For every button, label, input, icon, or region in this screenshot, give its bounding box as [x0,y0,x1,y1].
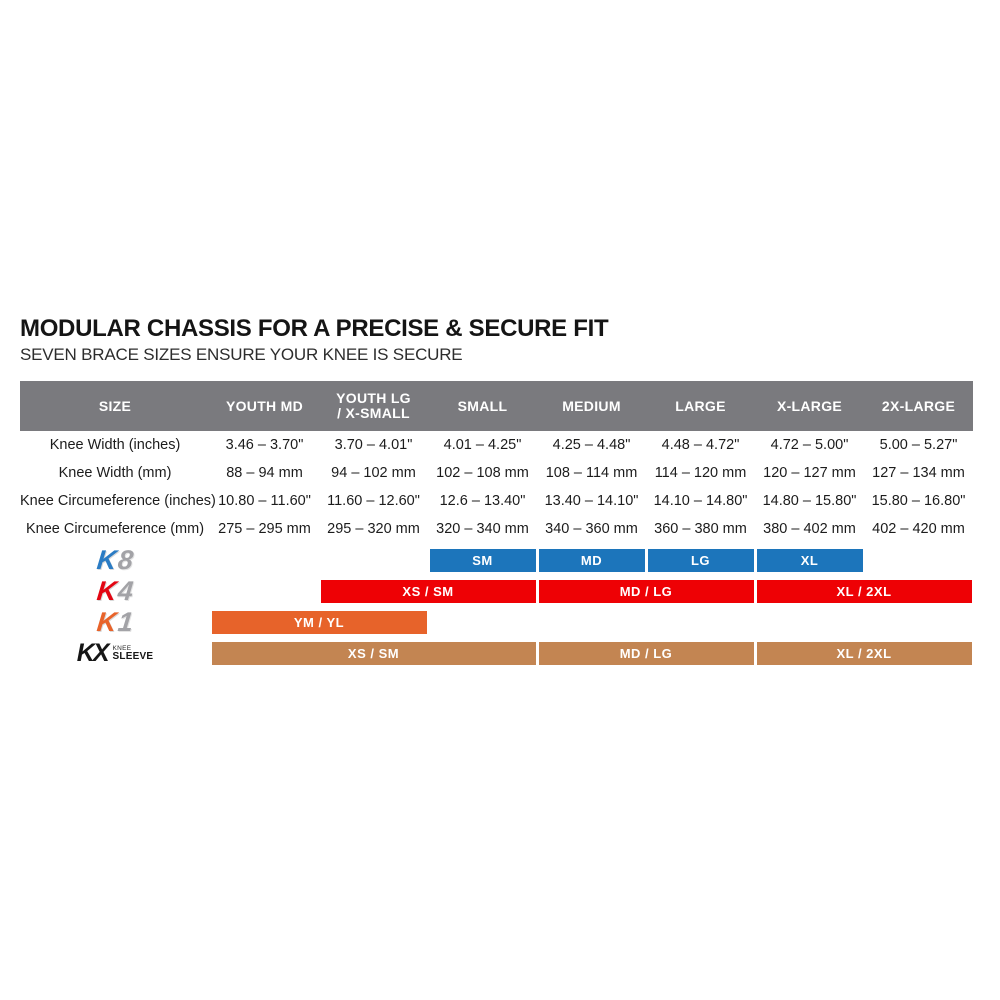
cell-value: 5.00 – 5.27" [879,437,958,453]
column-header-line: YOUTH MD [225,397,304,414]
logo-sub-sleeve: SLEEVE [112,651,154,662]
column-header [20,399,210,414]
cell-value: 88 – 94 mm [226,465,303,481]
cell-value: 10.80 – 11.60" [218,493,311,509]
cell-value: 14.10 – 14.80" [653,493,748,509]
logo-number: 1 [116,607,135,637]
k1-size-segment: YM / YL [212,611,427,634]
cell-value: 15.80 – 16.80" [871,493,966,509]
table-row [20,515,973,543]
k8-size-segment: XL [757,549,863,572]
table-row [20,487,973,515]
column-header [864,399,973,414]
product-row-k1 [20,607,973,637]
size-chart [20,316,973,673]
k4-logo [20,576,210,606]
cell-value: 4.01 – 4.25" [443,437,522,453]
k8-logo [20,545,210,575]
column-header [210,399,319,414]
cell-value: 4.48 – 4.72" [661,437,740,453]
cell-value: 11.60 – 12.60" [327,493,420,509]
logo-kx-text: KX [76,639,108,667]
column-header [537,399,646,414]
product-row-k4 [20,576,973,606]
logo-letter: K [95,545,119,575]
cell-value: 3.46 – 3.70" [225,437,304,453]
column-header-line: MEDIUM [562,397,621,414]
k4-size-segment: MD / LG [539,580,754,603]
product-row-k8 [20,545,973,575]
k4-size-segment: XL / 2XL [757,580,972,603]
column-header-line: YOUTH LG [336,390,411,406]
column-header-line: SIZE [98,397,132,414]
k8-size-segment: SM [430,549,536,572]
logo-sub-knee: KNEE [112,645,132,652]
column-header [319,391,428,421]
column-header-line: SMALL [457,397,508,414]
row-label: Knee Width (mm) [58,465,172,481]
logo-subtext [113,645,154,662]
cell-value: 4.72 – 5.00" [770,437,849,453]
logo-number: 4 [116,576,135,606]
cell-value: 320 – 340 mm [436,521,529,537]
table-body [20,431,973,543]
k4-size-segment: XS / SM [321,580,536,603]
column-header-line: 2X-LARGE [881,397,956,414]
cell-value: 12.6 – 13.40" [439,493,526,509]
cell-value: 3.70 – 4.01" [334,437,413,453]
logo-letter: K [95,607,119,637]
cell-value: 102 – 108 mm [436,465,529,481]
kx-logo [20,639,210,667]
column-header-line: X-LARGE [776,397,843,414]
cell-value: 275 – 295 mm [218,521,311,537]
column-header-line: / X-SMALL [337,405,410,421]
column-header [755,399,864,414]
column-header [428,399,537,414]
table-row [20,431,973,459]
cell-value: 402 – 420 mm [872,521,965,537]
cell-value: 120 – 127 mm [763,465,856,481]
k8-size-segment: MD [539,549,645,572]
table-header-row [20,381,973,431]
logo-letter: K [95,576,119,606]
k1-logo [20,607,210,637]
cell-value: 94 – 102 mm [331,465,416,481]
kx-size-segment: MD / LG [539,642,754,665]
product-row-kx [20,639,973,667]
cell-value: 127 – 134 mm [872,465,965,481]
row-label: Knee Circumeference (mm) [25,521,205,537]
page-title: MODULAR CHASSIS FOR A PRECISE & SECURE FIT [20,315,609,342]
cell-value: 340 – 360 mm [545,521,638,537]
cell-value: 4.25 – 4.48" [552,437,631,453]
column-header-line: LARGE [675,397,726,414]
logo-number: 8 [116,545,135,575]
cell-value: 295 – 320 mm [327,521,420,537]
cell-value: 380 – 402 mm [763,521,856,537]
row-label: Knee Circumeference (inches) [20,493,216,509]
cell-value: 114 – 120 mm [654,465,747,481]
product-rows [20,545,973,667]
cell-value: 108 – 114 mm [545,465,638,481]
kx-size-segment: XL / 2XL [757,642,972,665]
page-subtitle: SEVEN BRACE SIZES ENSURE YOUR KNEE IS SECURE [20,345,463,364]
cell-value: 13.40 – 14.10" [544,493,639,509]
cell-value: 360 – 380 mm [654,521,747,537]
kx-size-segment: XS / SM [212,642,536,665]
cell-value: 14.80 – 15.80" [762,493,857,509]
k8-size-segment: LG [648,549,754,572]
row-label: Knee Width (inches) [49,437,181,453]
column-header [646,399,755,414]
table-row [20,459,973,487]
